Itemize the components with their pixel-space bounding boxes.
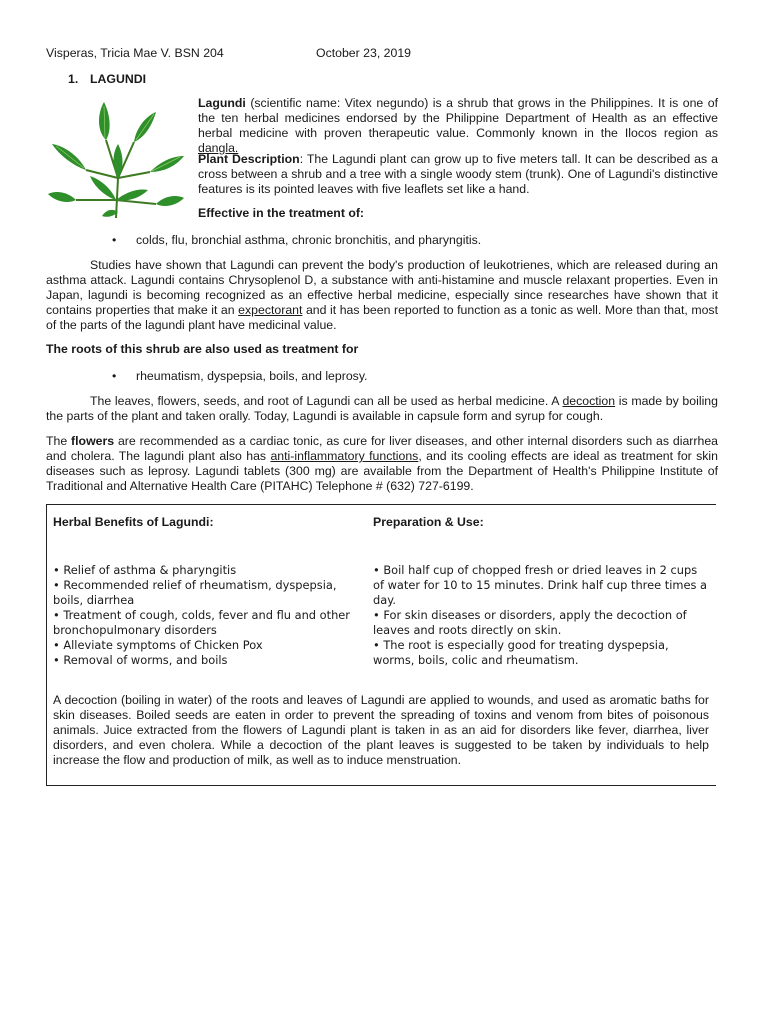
decoction-link[interactable]: decoction xyxy=(562,394,616,408)
intro-term: Lagundi xyxy=(198,96,246,110)
list-item: • Treatment of cough, colds, fever and flu and other bronchopulmonary disorders xyxy=(53,608,350,637)
anti-inflammatory-link[interactable]: anti-inflammatory functions xyxy=(270,449,419,463)
effective-heading: Effective in the treatment of: xyxy=(198,206,365,220)
benefits-list xyxy=(53,563,353,668)
list-item: • Removal of worms, and boils xyxy=(53,653,228,667)
parts-text-end: is made by boiling the parts of the plant and taken orally. Today, Lagundi is available in capsule form and syrup for cough. xyxy=(46,394,718,423)
roots-list-item xyxy=(112,369,367,384)
flowers-term: flowers xyxy=(71,434,115,448)
benefits-heading: Herbal Benefits of Lagundi: xyxy=(53,515,214,529)
list-item: • The root is especially good for treating dyspepsia, worms, boils, colic and rheumatism. xyxy=(373,638,669,667)
plant-description-paragraph xyxy=(198,152,718,197)
flowers-text-end: , and its cooling effects are ideal as treatment for skin diseases such as leprosy. Lagundi tablets (300 mg) are available from the Department of Health's Philippine Institute of Traditional and Alternative Health Care (PITAHC) Telephone # (632) 727-6199. xyxy=(46,449,718,493)
lagundi-leaf-image xyxy=(46,100,186,222)
section-title: LAGUNDI xyxy=(90,72,147,86)
studies-text: Studies have shown that Lagundi can prevent the body's production of leukotrienes, which are released during an asthma attack. Lagundi contains Chrysoplenol D, a substance with anti-histamine and muscle relaxant properties. Even in Japan, lagundi is becoming recognized as an effective herbal medicine, especially since researches have shown that it contains properties that make it an xyxy=(46,258,718,317)
lagundi-leaf-illustration-icon xyxy=(46,100,186,222)
list-item: • For skin diseases or disorders, apply the decoction of leaves and roots directly on skin. xyxy=(373,608,687,637)
bullet-icon: • xyxy=(112,233,117,247)
preparation-list xyxy=(373,563,709,668)
intro-paragraph xyxy=(198,96,718,156)
roots-heading: The roots of this shrub are also used as treatment for xyxy=(46,342,359,356)
plant-description-text: : The Lagundi plant can grow up to five meters tall. It can be described as a cross between a shrub and a tree with a single woody stem (trunk). One of Lagundi's distinctive features is its pointed leaves with five leaflets set like a hand. xyxy=(198,152,718,196)
bullet-icon: • xyxy=(112,369,117,383)
plant-description-label: Plant Description xyxy=(198,152,300,166)
flowers-paragraph xyxy=(46,434,718,494)
expectorant-link[interactable]: expectorant xyxy=(238,303,303,317)
parts-paragraph xyxy=(46,394,718,424)
studies-text-end: and it has been reported to function as a tonic as well. More than that, most of the parts of the lagundi plant have medicinal value. xyxy=(46,303,718,332)
parts-text: The leaves, flowers, seeds, and root of Lagundi can all be used as herbal medicine. A xyxy=(90,394,563,408)
local-name: dangla. xyxy=(198,141,239,155)
list-item: • Relief of asthma & pharyngitis xyxy=(53,563,237,577)
preparation-heading: Preparation & Use: xyxy=(373,515,484,529)
herbal-benefits-table xyxy=(46,504,716,786)
effective-list-item xyxy=(112,233,481,248)
effective-item-text: colds, flu, bronchial asthma, chronic bronchitis, and pharyngitis. xyxy=(136,233,482,247)
section-number: 1. xyxy=(68,72,79,86)
flowers-text: are recommended as a cardiac tonic, as cure for liver diseases, and other internal disorders such as diarrhea and cholera. The lagundi plant also has xyxy=(46,434,718,463)
list-item: • Boil half cup of chopped fresh or dried leaves in 2 cups of water for 10 to 15 minutes. Drink half cup three times a day. xyxy=(373,563,707,607)
document-date: October 23, 2019 xyxy=(316,46,412,60)
studies-paragraph xyxy=(46,258,718,333)
flowers-lead: The xyxy=(46,434,72,448)
author-line: Visperas, Tricia Mae V. BSN 204 xyxy=(46,46,224,60)
list-item: • Alleviate symptoms of Chicken Pox xyxy=(53,638,263,652)
list-item: • Recommended relief of rheumatism, dyspepsia, boils, diarrhea xyxy=(53,578,337,607)
intro-text: (scientific name: Vitex negundo) is a shrub that grows in the Philippines. It is one of the ten herbal medicines endorsed by the Philippine Department of Health as an effective herbal medicine with proven therapeutic value. Commonly known in the Ilocos region as xyxy=(198,96,718,140)
table-footer-paragraph: A decoction (boiling in water) of the roots and leaves of Lagundi are applied to wounds, and used as aromatic baths for skin diseases. Boiled seeds are eaten in order to prevent the spreading of toxins and venom from bites of poisonous animals. Juice extracted from the flowers of Lagundi plant is taken in as an aid for disorders like fever, diarrhea, liver disorders, and even cholera. While a decoction of the plant leaves is suggested to be taken by individuals to help increase the flow and production of milk, as well as to induce menstruation. xyxy=(53,693,709,767)
roots-item-text: rheumatism, dyspepsia, boils, and leprosy. xyxy=(136,369,368,383)
